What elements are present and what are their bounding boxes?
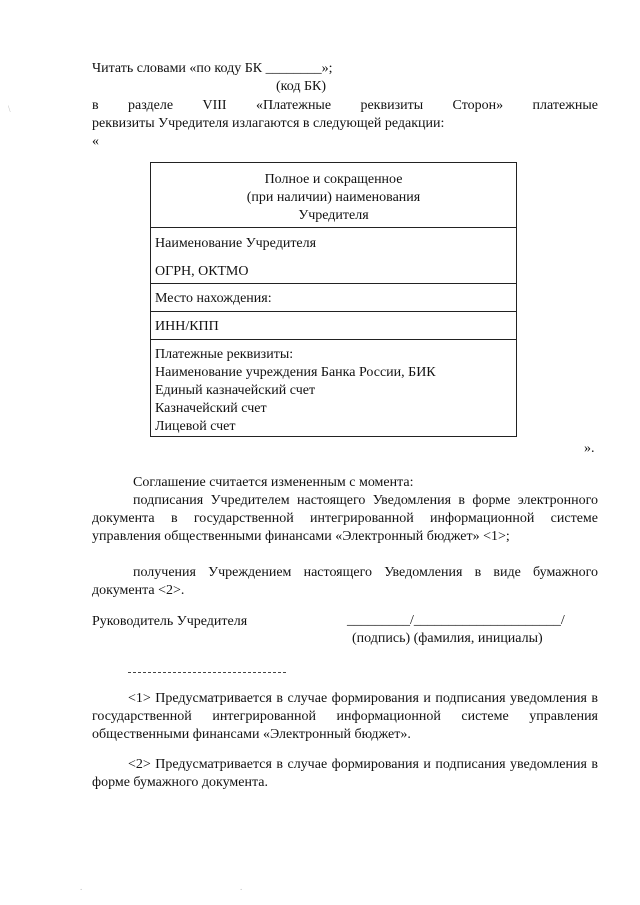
read-words-line: Читать словами «по коду БК ________»; — [92, 61, 333, 76]
open-quote: « — [92, 134, 99, 149]
footnote-1: <1> Предусматривается в случае формирования и подписания уведомления в государственной интегрированной информационной системе управления общественными финансами «Электронный бюджет». — [92, 691, 598, 742]
row-payment — [151, 339, 516, 436]
payment-line: Наименование учреждения Банка России, БИК — [155, 365, 436, 380]
word: Сторон» — [452, 98, 504, 113]
signature-caption: (подпись) (фамилия, инициалы) — [352, 631, 543, 646]
row-name: Наименование Учредителя — [155, 236, 317, 251]
signature-title: Руководитель Учредителя — [92, 614, 248, 629]
word: в — [92, 98, 99, 113]
row-location: Место нахождения: — [151, 283, 516, 311]
agreement-para-2: получения Учреждением настоящего Уведомления в виде бумажного документа <2>. — [92, 565, 598, 598]
signature-lines: _________/_____________________/ — [347, 613, 565, 628]
footnote-2: <2> Предусматривается в случае формирования и подписания уведомления в форме бумажного документа. — [92, 757, 598, 790]
word: платежные — [532, 98, 598, 113]
word: разделе — [128, 98, 174, 113]
agreement-heading: Соглашение считается измененным с момента: — [133, 475, 414, 490]
agreement-para-1: подписания Учредителем настоящего Уведомления в форме электронного документа в государственной интегрированной информационной системе управления общественными финансами «Электронный бюджет» <1>; — [92, 493, 598, 544]
payment-line: Единый казначейский счет — [155, 383, 316, 398]
word: VIII — [202, 98, 227, 113]
section-line-1 — [92, 97, 598, 115]
table-header — [151, 171, 516, 225]
payment-line: Платежные реквизиты: — [155, 347, 294, 362]
section-line-2: реквизиты Учредителя излагаются в следующей редакции: — [92, 116, 445, 131]
scan-mark: . — [240, 882, 243, 892]
scan-mark: . — [80, 882, 83, 892]
code-caption: (код БК) — [276, 79, 327, 94]
header-line: Полное и сокращенное — [264, 172, 403, 187]
row-name-ogrn — [151, 227, 516, 283]
close-quote: ». — [584, 441, 595, 456]
payment-line: Казначейский счет — [155, 401, 267, 416]
header-line: (при наличии) наименования — [246, 190, 421, 205]
row-inn: ИНН/КПП — [151, 311, 516, 339]
word: реквизиты — [360, 98, 424, 113]
row-ogrn: ОГРН, ОКТМО — [155, 264, 249, 279]
footnote-separator — [128, 672, 286, 673]
word: «Платежные — [255, 98, 332, 113]
payment-line: Лицевой счет — [155, 419, 236, 434]
scan-mark: \ — [8, 104, 11, 114]
header-line: Учредителя — [298, 208, 369, 223]
requisites-table — [150, 162, 517, 437]
